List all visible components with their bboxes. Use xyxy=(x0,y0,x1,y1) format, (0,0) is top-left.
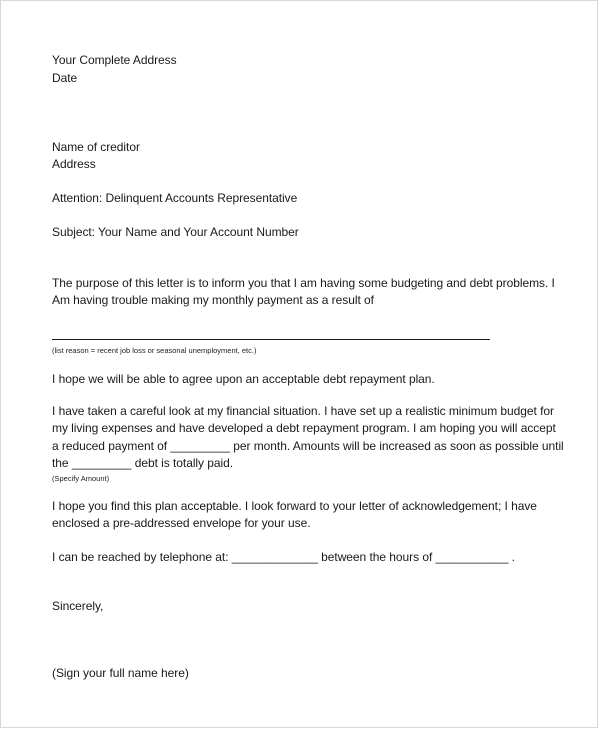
paragraph-3-line-3: a reduced payment of _________ per month. Amounts will be increased as soon as possible until xyxy=(52,439,564,453)
creditor-name: Name of creditor xyxy=(52,140,140,154)
subject-line: Subject: Your Name and Your Account Number xyxy=(52,225,299,239)
paragraph-3-line-2: my living expenses and have developed a debt repayment program. I am hoping you will accept xyxy=(52,421,556,435)
paragraph-2: I hope we will be able to agree upon an acceptable debt repayment plan. xyxy=(52,372,435,386)
phone-line: I can be reached by telephone at: _____________ between the hours of ___________ . xyxy=(52,550,515,564)
signature-line: (Sign your full name here) xyxy=(52,666,189,680)
reason-blank-line xyxy=(52,339,490,340)
creditor-address: Address xyxy=(52,157,96,171)
date-line: Date xyxy=(52,71,78,85)
paragraph-3-line-4: the _________ debt is totally paid. xyxy=(52,456,234,470)
paragraph-3-line-1: I have taken a careful look at my financial situation. I have set up a realistic minimum budget for xyxy=(52,404,554,418)
attention-line: Attention: Delinquent Accounts Representative xyxy=(52,191,298,205)
paragraph-1-line-2: Am having trouble making my monthly payment as a result of xyxy=(52,293,374,307)
sender-address: Your Complete Address xyxy=(52,53,177,67)
paragraph-1-line-1: The purpose of this letter is to inform you that I am having some budgeting and debt problems. I xyxy=(52,276,555,290)
closing: Sincerely, xyxy=(52,599,104,613)
paragraph-4-line-1: I hope you find this plan acceptable. I look forward to your letter of acknowledgement; I have xyxy=(52,499,537,513)
paragraph-4-line-2: enclosed a pre-addressed envelope for your use. xyxy=(52,516,311,530)
reason-hint: (list reason = recent job loss or seasonal unemployment, etc.) xyxy=(52,346,257,355)
amount-hint: (Specify Amount) xyxy=(52,474,110,483)
